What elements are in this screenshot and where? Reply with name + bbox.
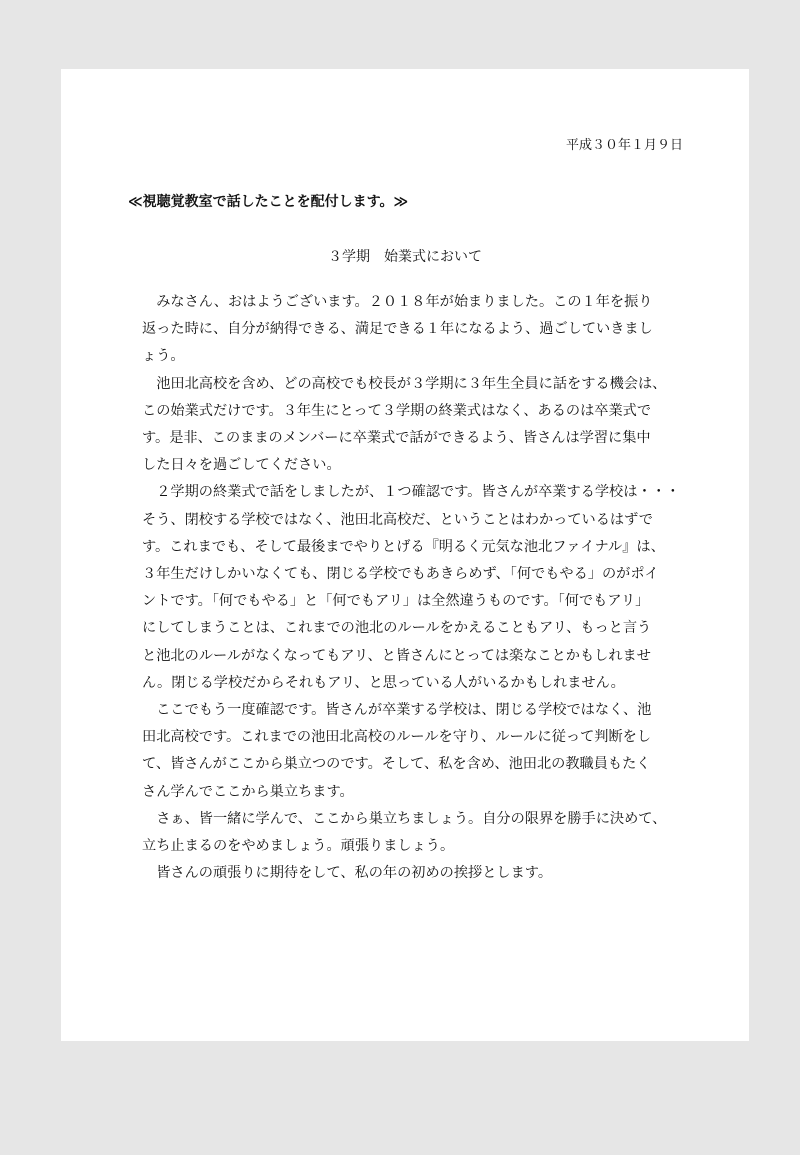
paragraph-line: ２学期の終業式で話をしましたが、１つ確認です。皆さんが卒業する学校は・・・ — [142, 484, 680, 501]
paragraph-line: 池田北高校を含め、どの高校でも校長が３学期に３年生全員に話をする機会は、 — [142, 375, 667, 392]
paragraph-line: した日々を過ごしてください。 — [142, 457, 341, 474]
paragraph-line: 皆さんの頑張りに期待をして、私の年の初めの挨拶とします。 — [142, 865, 553, 882]
paragraph-line: そう、閉校する学校ではなく、池田北高校だ、ということはわかっているはずで — [142, 511, 653, 528]
paragraph-line: ここでもう一度確認です。皆さんが卒業する学校は、閉じる学校ではなく、池 — [142, 702, 652, 719]
paragraph-line: す。是非、このままのメンバーに卒業式で話ができるよう、皆さんは学習に集中 — [142, 430, 651, 447]
speech-paragraph — [142, 371, 692, 480]
speech-paragraph — [142, 289, 692, 371]
speech-paragraph — [142, 697, 692, 806]
paragraph-line: と池北のルールがなくなってもアリ、と皆さんにとっては楽なことかもしれませ — [142, 647, 651, 664]
paragraph-line: この始業式だけです。３年生にとって３学期の終業式はなく、あるのは卒業式で — [142, 402, 652, 419]
speech-paragraph — [142, 479, 692, 697]
paragraph-line: 田北高校です。これまでの池田北高校のルールを守り、ルールに従って判断をし — [142, 729, 652, 746]
paragraph-line: 返った時に、自分が納得できる、満足できる１年になるよう、過ごしていきまし — [142, 321, 653, 338]
speech-title: ３学期 始業式において — [328, 249, 482, 265]
paragraph-line: 立ち止まるのをやめましょう。頑張りましょう。 — [142, 838, 455, 855]
paragraph-line: みなさん、おはようございます。２０１８年が始まりました。この１年を振り — [142, 294, 653, 310]
paragraph-line: ３年生だけしかいなくても、閉じる学校でもあきらめず、「何でもやる」のがポイ — [142, 566, 659, 583]
paragraph-line: さん学んでここから巣立ちます。 — [142, 783, 354, 800]
paragraph-line: さぁ、皆一緒に学んで、ここから巣立ちましょう。自分の限界を勝手に決めて、 — [142, 810, 667, 827]
paragraph-line: す。これまでも、そして最後までやりとげる『明るく元気な池北ファイナル』は、 — [142, 538, 665, 555]
paragraph-line: ん。閉じる学校だからそれもアリ、と思っている人がいるかもしれません。 — [142, 674, 625, 691]
document-date: 平成３０年１月９日 — [565, 138, 683, 153]
paragraph-line: ょう。 — [142, 348, 185, 365]
speech-paragraph — [142, 860, 692, 887]
speech-body — [142, 289, 692, 887]
speech-paragraph — [142, 806, 692, 860]
paragraph-line: て、皆さんがここから巣立つのです。そして、私を含め、池田北の教職員もたく — [142, 756, 651, 773]
paragraph-line: にしてしまうことは、これまでの池北のルールをかえることもアリ、もっと言う — [142, 620, 652, 637]
document-page — [61, 69, 749, 1041]
distribution-notice: ≪視聴覚教室で話したことを配付します。≫ — [128, 194, 409, 210]
paragraph-line: ントです。「何でもやる」と「何でもアリ」は全然違うものです。「何でもアリ」 — [142, 593, 650, 610]
